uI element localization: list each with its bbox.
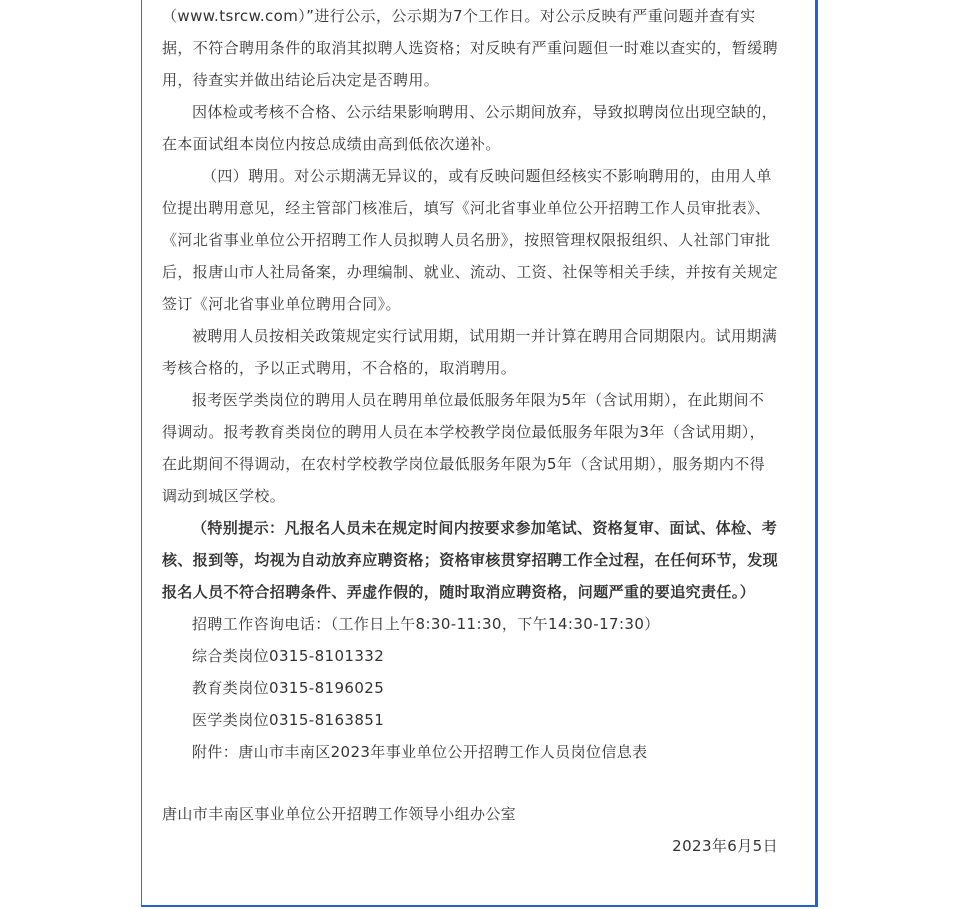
article-frame — [141, 0, 818, 907]
paragraph-employment: （四）聘用。对公示期满无异议的，或有反映问题但经核实不影响聘用的，由用人单位提出聘用意见，经主管部门核准后，填写《河北省事业单位公开招聘工作人员审批表》、《河北省事业单位公开招聘工作人员拟聘人员名册》，按照管理权限报组织、人社部门审批后，报唐山市人社局备案，办理编制、就业、流动、工资、社保等相关手续，并按有关规定签订《河北省事业单位聘用合同》。 — [162, 167, 779, 313]
special-notice: （特别提示：凡报名人员未在规定时间内按要求参加笔试、资格复审、面试、体检、考核、报到等，均视为自动放弃应聘资格；资格审核贯穿招聘工作全过程，在任何环节，发现报名人员不符合招聘条件、弄虚作假的，随时取消应聘资格，问题严重的要追究责任。） — [162, 519, 779, 601]
phone-medical: 医学类岗位0315-8163851 — [192, 711, 385, 729]
phone-education: 教育类岗位0315-8196025 — [192, 679, 385, 697]
signature-date: 2023年6月5日 — [672, 837, 778, 855]
attachment-link[interactable]: 附件：唐山市丰南区2023年事业单位公开招聘工作人员岗位信息表 — [192, 743, 648, 761]
paragraph-probation: 被聘用人员按相关政策规定实行试用期，试用期一并计算在聘用合同期限内。试用期满考核合格的，予以正式聘用，不合格的，取消聘用。 — [162, 327, 778, 377]
spacer — [162, 768, 778, 798]
paragraph-service-years: 报考医学类岗位的聘用人员在聘用单位最低服务年限为5年（含试用期），在此期间不得调动。报考教育类岗位的聘用人员在本学校教学岗位最低服务年限为3年（含试用期），在此期间不得调动，在农村学校教学岗位最低服务年限为5年（含试用期），服务期内不得调动到城区学校。 — [162, 391, 766, 505]
hotline-heading: 招聘工作咨询电话：（工作日上午8:30-11:30，下午14:30-17:30） — [192, 615, 660, 633]
paragraph-publicity: （www.tsrcw.com）”进行公示，公示期为7个工作日。对公示反映有严重问题并查有实据，不符合聘用条件的取消其拟聘人选资格；对反映有严重问题但一时难以查实的，暂缓聘用，待查实并做出结论后决定是否聘用。 — [162, 7, 779, 89]
paragraph-vacancy-fill: 因体检或考核不合格、公示结果影响聘用、公示期间放弃，导致拟聘岗位出现空缺的，在本面试组本岗位内按总成绩由高到低依次递补。 — [162, 103, 778, 153]
article-body — [162, 0, 778, 862]
signature-org: 唐山市丰南区事业单位公开招聘工作领导小组办公室 — [162, 805, 517, 823]
phone-general: 综合类岗位0315-8101332 — [192, 647, 385, 665]
